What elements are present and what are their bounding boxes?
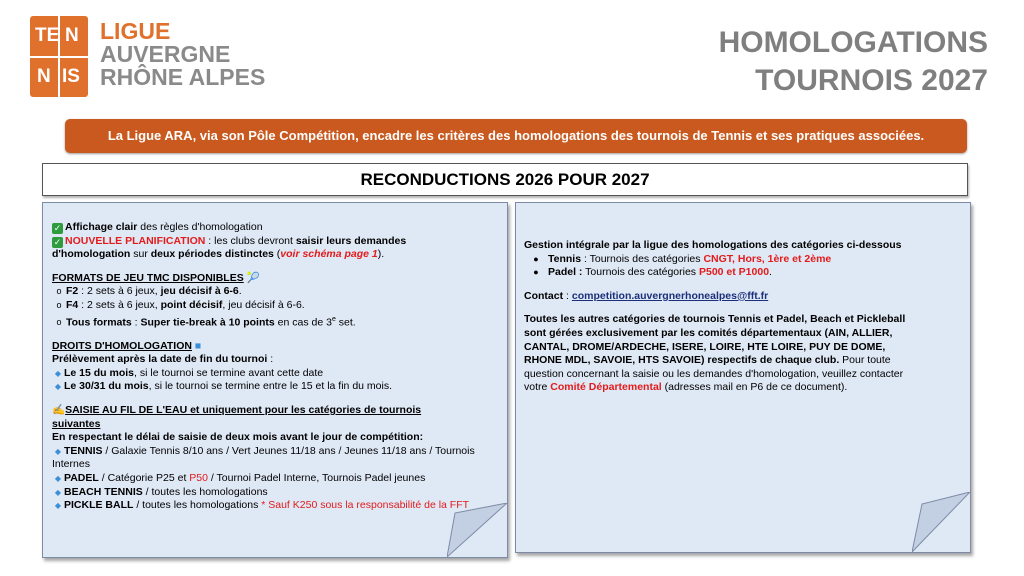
- league-name-line2: AUVERGNE: [100, 41, 231, 67]
- diamond-bullet-icon: ◆: [54, 474, 62, 483]
- diamond-bullet-icon: ◆: [54, 368, 62, 378]
- left-note-card: ✓ Affichage clair des règles d'homologation ✓ NOUVELLE PLANIFICATION : les clubs devront saisir leurs demandes d'homologation sur deux périodes distinctes (voir schéma page 1). FORMATS DE JEU TMC DISPONIBLES 🎾 o F2 : 2 sets à 6 jeux, jeu décisif à 6-6. o F4 : 2 sets à 6 jeux, point décisif, jeu décisif à 6-6. o Tous formats : Super tie-break à 10 points en cas de 3e set. DROITS D'HOMOLOGATION ■ Prélèvement après la date de fin du tournoi : ◆ Le 15 du mois, si le tournoi se termine avant cette date ◆ Le 30/31 du mois, si le tournoi se termine entre le 15 et la fin du mois. ✍SAISIE AU FIL DE L'EAU et uniquement pour les catégories de tournois suivantes En respectant le délai de saisie de deux mois avant le jour de compétition: ◆ TENNIS / Galaxie Tennis 8/10 ans / Vert Jeunes 11/18 ans / Jeunes 11/18 ans / Tournois Internes ◆ PADEL / Catégorie P25 et P50 / Tournoi Padel Interne, Tournois Padel jeunes ◆ BEACH TENNIS / toutes les homologations ◆ PICKLE BALL / toutes les homologations * Sauf K250 sous la responsabilité de la FFT: [42, 202, 508, 558]
- racket-icon: 🎾: [246, 271, 260, 284]
- logo-text-br: IS: [62, 66, 80, 87]
- page-title-line1: HOMOLOGATIONS: [718, 26, 988, 59]
- check-icon: ✓: [53, 236, 62, 247]
- saisie-title: SAISIE AU FIL DE L'EAU et uniquement pour les catégories de tournois: [65, 404, 422, 417]
- pen-icon: ✍: [52, 404, 66, 417]
- league-name-line3: RHÔNE ALPES: [100, 64, 266, 90]
- league-name: [100, 20, 265, 89]
- logo-text-tr: N: [65, 25, 79, 46]
- right-note-fold: [912, 492, 972, 554]
- diamond-bullet-icon: ◆: [54, 487, 62, 497]
- formats-title: FORMATS DE JEU TMC DISPONIBLES: [52, 271, 244, 284]
- page-title-line2: TOURNOIS 2027: [755, 64, 988, 97]
- diamond-bullet-icon: ◆: [54, 501, 62, 511]
- section-title: RECONDUCTIONS 2026 POUR 2027: [42, 163, 968, 196]
- right-note-card: Gestion intégrale par la ligue des homologations des catégories ci-dessous ● Tennis : Tournois des catégories CNGT, Hors, 1ère et 2ème ● Padel : Tournois des catégories P500 et P1000. Contact : competition.auvergnerhonealpes@fft.fr Toutes les autres catégories de tournois Tennis et Padel, Beach et Pickleball sont gérées exclusivement par les comités départementaux (AIN, ALLIER, CANTAL, DROME/ARDECHE, ISERE, LOIRE, HTE LOIRE, PUY DE DOME, RHONE MDL, SAVOIE, HTS SAVOIE) respectifs de chaque club. Pour toute question concernant la saisie ou les demandes d'homologation, veuillez contacter votre Comité Départemental (adresses mail en P6 de ce document).: [515, 202, 971, 553]
- logo-text-tl: TE: [35, 25, 60, 46]
- logo-divider-horizontal: [30, 56, 88, 58]
- contact-email-link[interactable]: competition.auvergnerhonealpes@fft.fr: [571, 289, 769, 302]
- gestion-text: Gestion intégrale par la ligue des homologations des catégories ci-dessous: [524, 239, 902, 251]
- intro-banner: La Ligue ARA, via son Pôle Compétition, encadre les critères des homologations des tournois de Tennis et ses pratiques associées.: [65, 119, 967, 153]
- tennis-logo: [30, 16, 88, 97]
- diamond-bullet-icon: ◆: [54, 446, 62, 456]
- droits-title: DROITS D'HOMOLOGATION: [52, 339, 192, 352]
- page-title: [719, 24, 988, 100]
- logo-text-bl: N: [37, 66, 51, 87]
- book-icon: ■: [194, 339, 202, 352]
- league-name-line1: LIGUE: [100, 18, 171, 44]
- diamond-bullet-icon: ◆: [54, 382, 62, 392]
- check-icon: ✓: [53, 223, 62, 233]
